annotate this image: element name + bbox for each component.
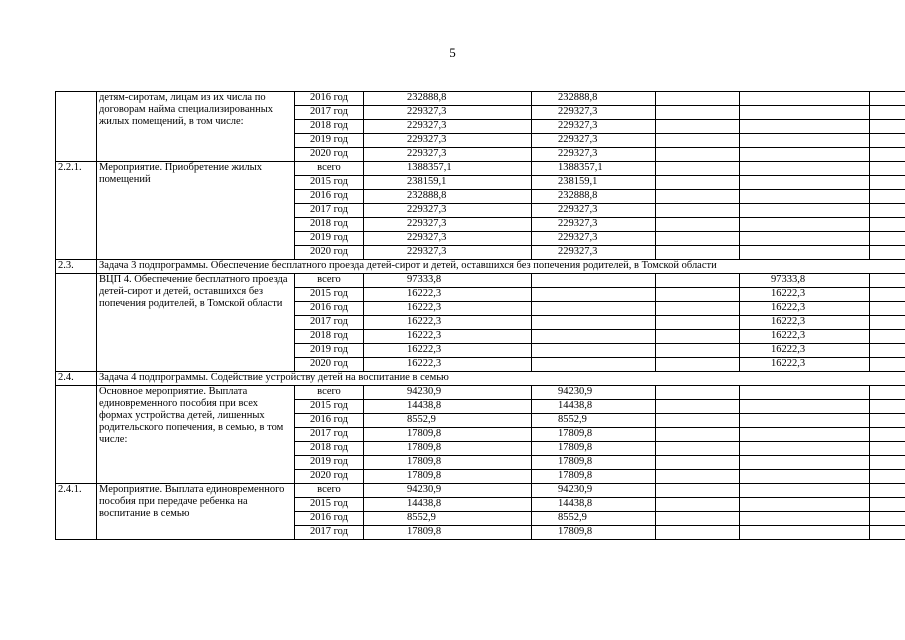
value-cell [656,246,740,260]
federal-value-cell: 229327,3 [532,246,656,260]
total-value-cell: 229327,3 [364,120,532,134]
year-cell: 2016 год [295,302,364,316]
measure-name: ВЦП 4. Обеспечение бесплатного проезда детей-сирот и детей, оставшихся без попечения родителей, в Томской области [97,274,295,372]
table-row [56,484,905,498]
total-value-cell: 16222,3 [364,344,532,358]
year-cell: 2020 год [295,148,364,162]
total-value-cell: 8552,9 [364,512,532,526]
year-cell: 2016 год [295,512,364,526]
year-cell: 2018 год [295,442,364,456]
value-cell [656,176,740,190]
year-cell: 2016 год [295,92,364,106]
regional-value-cell [740,218,870,232]
value-cell [870,232,905,246]
regional-value-cell [740,414,870,428]
federal-value-cell: 229327,3 [532,204,656,218]
regional-value-cell [740,106,870,120]
federal-value-cell: 17809,8 [532,428,656,442]
total-value-cell: 8552,9 [364,414,532,428]
value-cell [870,288,905,302]
table-row [56,92,905,106]
regional-value-cell [740,92,870,106]
regional-value-cell [740,232,870,246]
federal-value-cell: 94230,9 [532,484,656,498]
regional-value-cell: 16222,3 [740,330,870,344]
federal-value-cell: 229327,3 [532,120,656,134]
federal-value-cell: 17809,8 [532,456,656,470]
value-cell [656,400,740,414]
value-cell [870,456,905,470]
total-value-cell: 97333,8 [364,274,532,288]
year-cell: всего [295,274,364,288]
value-cell [870,442,905,456]
regional-value-cell [740,484,870,498]
value-cell [870,316,905,330]
regional-value-cell: 16222,3 [740,344,870,358]
page-number: 5 [449,45,456,60]
value-cell [656,162,740,176]
value-cell [656,316,740,330]
federal-value-cell: 229327,3 [532,106,656,120]
value-cell [656,232,740,246]
total-value-cell: 17809,8 [364,442,532,456]
regional-value-cell: 97333,8 [740,274,870,288]
regional-value-cell [740,176,870,190]
year-cell: всего [295,484,364,498]
total-value-cell: 229327,3 [364,148,532,162]
year-cell: 2015 год [295,498,364,512]
total-value-cell: 17809,8 [364,428,532,442]
regional-value-cell [740,162,870,176]
total-value-cell: 1388357,1 [364,162,532,176]
total-value-cell: 16222,3 [364,330,532,344]
regional-value-cell [740,148,870,162]
federal-value-cell: 229327,3 [532,218,656,232]
regional-value-cell: 16222,3 [740,358,870,372]
total-value-cell: 229327,3 [364,134,532,148]
regional-value-cell [740,442,870,456]
value-cell [870,120,905,134]
value-cell [870,204,905,218]
federal-value-cell: 229327,3 [532,232,656,246]
value-cell [870,526,905,540]
budget-table-body [56,92,905,540]
value-cell [870,190,905,204]
value-cell [870,302,905,316]
measure-name: детям-сиротам, лицам из их числа по договорам найма специализированных жилых помещений, в том числе: [97,92,295,162]
section-number: 2.4. [56,372,97,386]
value-cell [870,358,905,372]
year-cell: всего [295,386,364,400]
federal-value-cell: 17809,8 [532,526,656,540]
federal-value-cell: 232888,8 [532,92,656,106]
value-cell [870,344,905,358]
measure-name: Основное мероприятие. Выплата единовременного пособия при всех формах устройства детей, лишенных родительского попечения, в семью, в том числе: [97,386,295,484]
federal-value-cell [532,274,656,288]
value-cell [656,302,740,316]
federal-value-cell [532,344,656,358]
regional-value-cell [740,470,870,484]
total-value-cell: 17809,8 [364,470,532,484]
value-cell [656,428,740,442]
value-cell [656,386,740,400]
year-cell: 2015 год [295,288,364,302]
value-cell [656,190,740,204]
year-cell: 2019 год [295,456,364,470]
section-number [56,386,97,484]
total-value-cell: 16222,3 [364,288,532,302]
federal-value-cell: 94230,9 [532,386,656,400]
total-value-cell: 229327,3 [364,246,532,260]
federal-value-cell: 17809,8 [532,470,656,484]
budget-table [55,91,905,540]
value-cell [656,218,740,232]
federal-value-cell [532,358,656,372]
total-value-cell: 17809,8 [364,456,532,470]
year-cell: 2019 год [295,232,364,246]
value-cell [656,358,740,372]
value-cell [870,246,905,260]
year-cell: 2017 год [295,204,364,218]
value-cell [656,442,740,456]
total-value-cell: 229327,3 [364,204,532,218]
value-cell [870,330,905,344]
federal-value-cell: 229327,3 [532,134,656,148]
table-row [56,386,905,400]
value-cell [870,484,905,498]
task-row [56,260,905,274]
value-cell [870,218,905,232]
federal-value-cell [532,302,656,316]
value-cell [656,148,740,162]
section-number: 2.3. [56,260,97,274]
year-cell: 2016 год [295,414,364,428]
value-cell [656,526,740,540]
value-cell [870,512,905,526]
year-cell: 2020 год [295,246,364,260]
value-cell [656,484,740,498]
regional-value-cell: 16222,3 [740,316,870,330]
value-cell [656,288,740,302]
regional-value-cell: 16222,3 [740,302,870,316]
value-cell [870,148,905,162]
year-cell: 2018 год [295,218,364,232]
value-cell [870,106,905,120]
federal-value-cell: 14438,8 [532,400,656,414]
federal-value-cell: 17809,8 [532,442,656,456]
value-cell [656,470,740,484]
value-cell [656,204,740,218]
federal-value-cell [532,330,656,344]
year-cell: 2017 год [295,428,364,442]
regional-value-cell [740,428,870,442]
year-cell: 2016 год [295,190,364,204]
total-value-cell: 16222,3 [364,316,532,330]
value-cell [870,92,905,106]
year-cell: всего [295,162,364,176]
regional-value-cell [740,526,870,540]
value-cell [870,386,905,400]
value-cell [870,414,905,428]
total-value-cell: 232888,8 [364,190,532,204]
value-cell [656,330,740,344]
regional-value-cell [740,134,870,148]
value-cell [870,400,905,414]
total-value-cell: 229327,3 [364,218,532,232]
value-cell [656,414,740,428]
regional-value-cell [740,512,870,526]
value-cell [656,120,740,134]
total-value-cell: 94230,9 [364,386,532,400]
value-cell [870,428,905,442]
section-number: 2.2.1. [56,162,97,260]
year-cell: 2017 год [295,106,364,120]
value-cell [870,162,905,176]
value-cell [656,344,740,358]
section-number [56,92,97,162]
total-value-cell: 229327,3 [364,232,532,246]
regional-value-cell [740,386,870,400]
year-cell: 2019 год [295,134,364,148]
total-value-cell: 232888,8 [364,92,532,106]
section-number: 2.4.1. [56,484,97,540]
value-cell [656,106,740,120]
federal-value-cell [532,316,656,330]
value-cell [870,470,905,484]
total-value-cell: 229327,3 [364,106,532,120]
regional-value-cell [740,120,870,134]
total-value-cell: 16222,3 [364,358,532,372]
value-cell [656,456,740,470]
federal-value-cell: 14438,8 [532,498,656,512]
regional-value-cell [740,456,870,470]
federal-value-cell: 232888,8 [532,190,656,204]
value-cell [656,512,740,526]
value-cell [656,92,740,106]
value-cell [656,498,740,512]
year-cell: 2015 год [295,176,364,190]
total-value-cell: 17809,8 [364,526,532,540]
value-cell [870,134,905,148]
federal-value-cell: 229327,3 [532,148,656,162]
federal-value-cell [532,288,656,302]
total-value-cell: 14438,8 [364,400,532,414]
value-cell [870,176,905,190]
value-cell [656,134,740,148]
year-cell: 2019 год [295,344,364,358]
year-cell: 2015 год [295,400,364,414]
measure-name: Мероприятие. Приобретение жилых помещений [97,162,295,260]
value-cell [870,274,905,288]
total-value-cell: 238159,1 [364,176,532,190]
regional-value-cell [740,498,870,512]
year-cell: 2017 год [295,316,364,330]
total-value-cell: 94230,9 [364,484,532,498]
year-cell: 2018 год [295,330,364,344]
regional-value-cell [740,246,870,260]
value-cell [656,274,740,288]
task-row [56,372,905,386]
total-value-cell: 16222,3 [364,302,532,316]
year-cell: 2018 год [295,120,364,134]
year-cell: 2017 год [295,526,364,540]
federal-value-cell: 8552,9 [532,512,656,526]
regional-value-cell [740,204,870,218]
regional-value-cell: 16222,3 [740,288,870,302]
year-cell: 2020 год [295,470,364,484]
table-row [56,162,905,176]
table-row [56,274,905,288]
measure-name: Мероприятие. Выплата единовременного пособия при передаче ребенка на воспитание в семью [97,484,295,540]
regional-value-cell [740,190,870,204]
federal-value-cell: 1388357,1 [532,162,656,176]
regional-value-cell [740,400,870,414]
year-cell: 2020 год [295,358,364,372]
task-title: Задача 3 подпрограммы. Обеспечение бесплатного проезда детей-сирот и детей, оставшихся без попечения родителей, в Томской области [97,260,905,274]
federal-value-cell: 238159,1 [532,176,656,190]
task-title: Задача 4 подпрограммы. Содействие устройству детей на воспитание в семью [97,372,905,386]
section-number [56,274,97,372]
federal-value-cell: 8552,9 [532,414,656,428]
total-value-cell: 14438,8 [364,498,532,512]
value-cell [870,498,905,512]
